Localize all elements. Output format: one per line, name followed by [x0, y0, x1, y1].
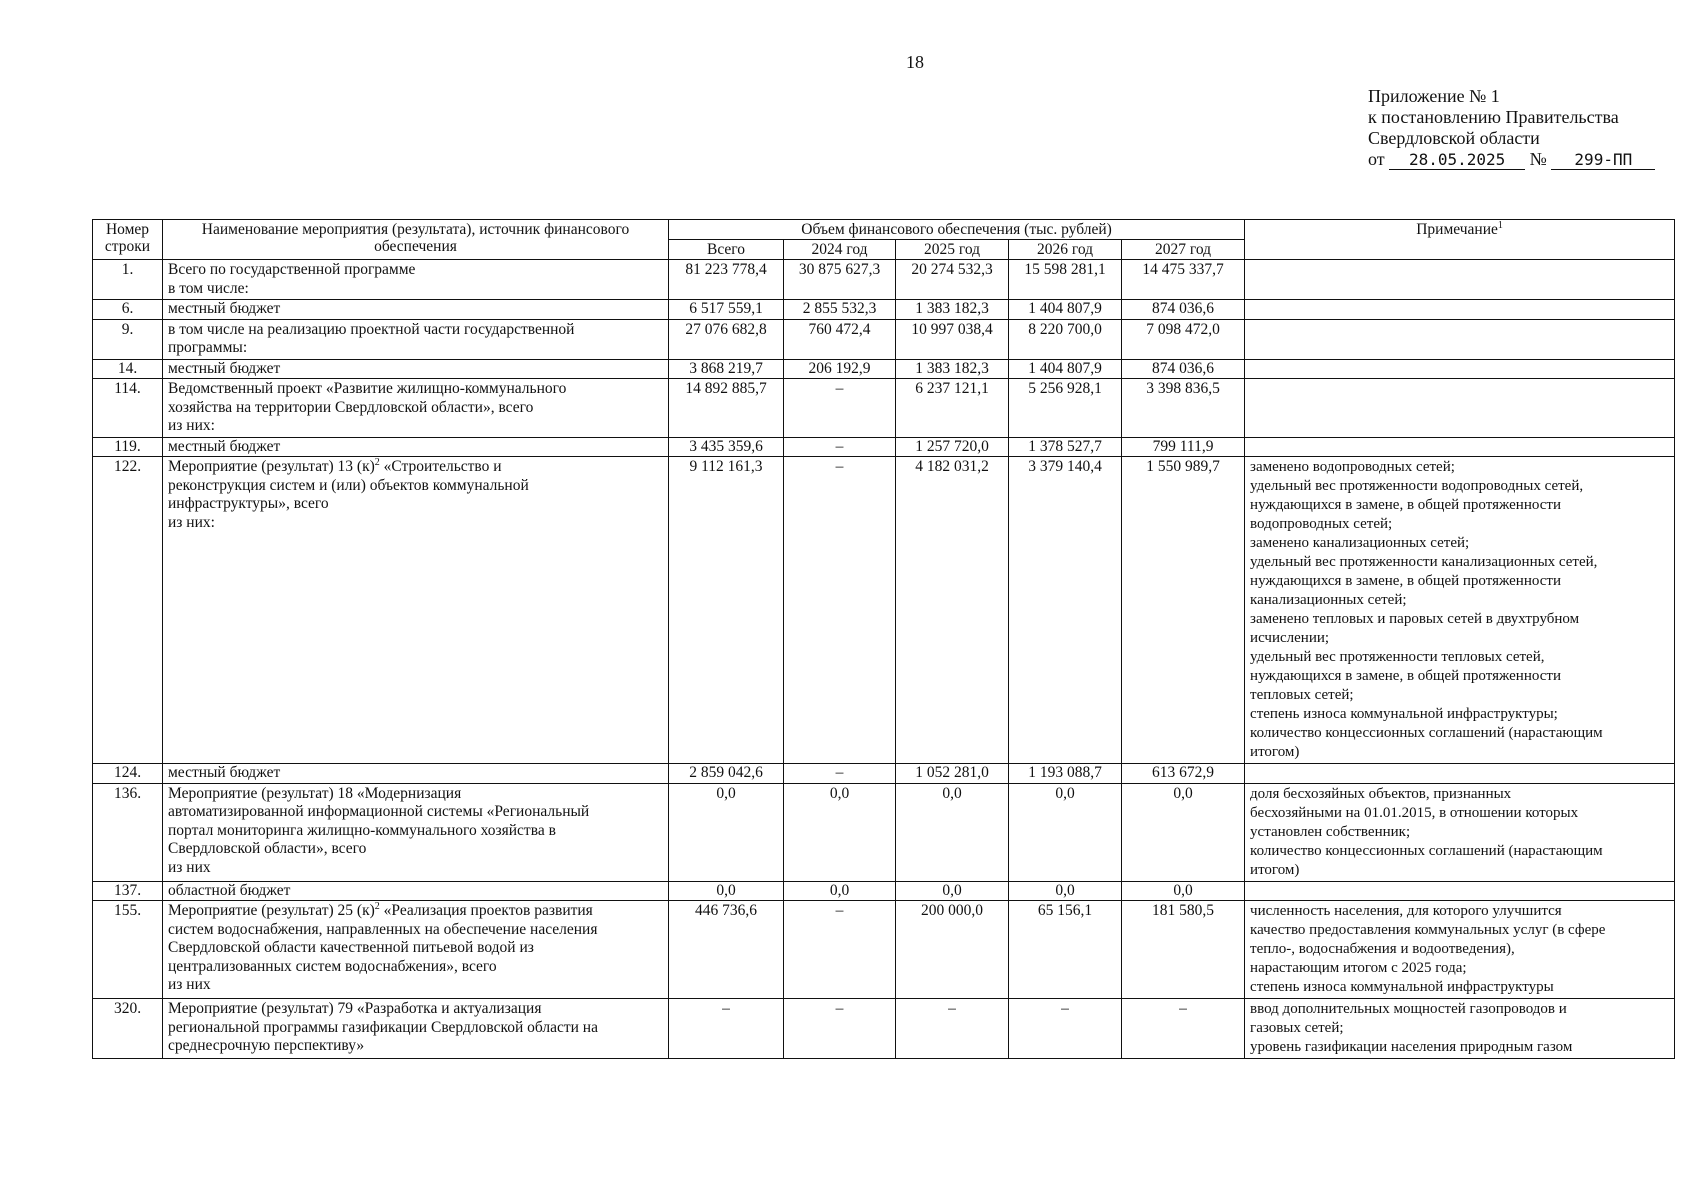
value-y2026: 8 220 700,0 — [1009, 319, 1122, 359]
note-line: количество концессионных соглашений (нарастающим — [1250, 725, 1603, 741]
row-name-line: хозяйства на территории Свердловской области», всего — [168, 398, 534, 416]
note-line: тепловых сетей; — [1250, 687, 1354, 703]
row-note — [1245, 764, 1675, 784]
note-line: численность населения, для которого улучшится — [1250, 903, 1562, 919]
row-name — [163, 999, 669, 1059]
row-name-text: «Строительство и — [379, 458, 502, 475]
appendix-block — [1368, 86, 1655, 170]
value-y2024: 30 875 627,3 — [784, 260, 896, 300]
value-y2026: 0,0 — [1009, 881, 1122, 901]
value-y2026: 1 378 527,7 — [1009, 437, 1122, 457]
row-name-line: из них — [168, 976, 211, 993]
row-name-line: Свердловской области качественной питьевой водой из — [168, 939, 534, 956]
row-note — [1245, 901, 1675, 999]
value-y2024: 0,0 — [784, 783, 896, 881]
value-y2025: – — [896, 999, 1009, 1059]
value-y2024: – — [784, 999, 896, 1059]
header-volume: Объем финансового обеспечения (тыс. рублей) — [669, 220, 1245, 240]
value-y2025: 10 997 038,4 — [896, 319, 1009, 359]
note-line: удельный вес протяженности канализационных сетей, — [1250, 554, 1598, 570]
row-name — [163, 457, 669, 764]
row-name-line — [168, 458, 663, 477]
value-y2025: 20 274 532,3 — [896, 260, 1009, 300]
row-name-line: местный бюджет — [168, 300, 281, 317]
value-y2026: – — [1009, 999, 1122, 1059]
row-name-line: местный бюджет — [168, 764, 281, 781]
row-name-line: Ведомственный проект «Развитие жилищно-коммунального — [168, 380, 567, 397]
row-name-line — [168, 902, 663, 921]
value-y2026: 1 404 807,9 — [1009, 300, 1122, 320]
note-line: степень износа коммунальной инфраструктуры; — [1250, 706, 1558, 722]
row-number: 137. — [93, 881, 163, 901]
row-name-text: Мероприятие (результат) 25 (к) — [168, 902, 375, 919]
row-number: 1. — [93, 260, 163, 300]
value-y2027: 874 036,6 — [1122, 300, 1245, 320]
row-name-footnote: 2 — [374, 900, 380, 912]
row-name — [163, 881, 669, 901]
row-name-line: областной бюджет — [168, 881, 291, 899]
value-y2026: 1 193 088,7 — [1009, 764, 1122, 784]
note-line: установлен собственник; — [1250, 823, 1411, 840]
note-line: нуждающихся в замене, в общей протяженности — [1250, 497, 1561, 513]
table-row — [93, 379, 1675, 438]
row-note — [1245, 319, 1675, 359]
row-note — [1245, 783, 1675, 881]
row-name-line: из них: — [168, 513, 215, 531]
value-total: 3 868 219,7 — [669, 359, 784, 379]
row-name-line: Мероприятие (результат) 79 «Разработка и актуализация — [168, 1000, 542, 1017]
note-line: нуждающихся в замене, в общей протяженности — [1250, 668, 1561, 684]
value-total: 81 223 778,4 — [669, 260, 784, 300]
row-name — [163, 764, 669, 784]
row-name — [163, 300, 669, 320]
appendix-line-2: к постановлению Правительства — [1368, 107, 1619, 127]
value-y2025: 4 182 031,2 — [896, 457, 1009, 764]
header-2024: 2024 год — [784, 240, 896, 260]
header-total: Всего — [669, 240, 784, 260]
value-y2027: 14 475 337,7 — [1122, 260, 1245, 300]
header-note-label: Примечание — [1416, 221, 1498, 238]
appendix-title: Приложение № 1 — [1368, 86, 1500, 106]
value-y2027: 0,0 — [1122, 783, 1245, 881]
row-note — [1245, 881, 1675, 901]
row-name-line: портал мониторинга жилищно-коммунального хозяйства в — [168, 821, 556, 839]
row-note — [1245, 457, 1675, 764]
table-row — [93, 260, 1675, 300]
row-number: 9. — [93, 319, 163, 359]
row-name — [163, 437, 669, 457]
row-note — [1245, 260, 1675, 300]
table-row — [93, 457, 1675, 764]
row-name-text: «Реализация проектов развития — [379, 902, 593, 919]
note-line: заменено тепловых и паровых сетей в двухтрубном — [1250, 611, 1580, 627]
table-row — [93, 359, 1675, 379]
header-name: Наименование мероприятия (результата), источник финансового обеспечения — [163, 220, 669, 260]
note-line: доля бесхозяйных объектов, признанных — [1250, 785, 1512, 802]
table-row — [93, 901, 1675, 999]
value-total: 27 076 682,8 — [669, 319, 784, 359]
value-y2025: 1 257 720,0 — [896, 437, 1009, 457]
value-y2025: 1 383 182,3 — [896, 359, 1009, 379]
row-name-line: Свердловской области», всего — [168, 840, 367, 857]
row-number: 320. — [93, 999, 163, 1059]
value-total: 14 892 885,7 — [669, 379, 784, 438]
value-y2024: 2 855 532,3 — [784, 300, 896, 320]
row-name-footnote: 2 — [374, 456, 380, 468]
value-total: – — [669, 999, 784, 1059]
value-y2027: 0,0 — [1122, 881, 1245, 901]
table-row — [93, 783, 1675, 881]
value-total: 0,0 — [669, 783, 784, 881]
note-line: канализационных сетей; — [1250, 592, 1407, 608]
row-number: 119. — [93, 437, 163, 457]
resolution-date: 28.05.2025 — [1389, 151, 1525, 170]
value-y2025: 0,0 — [896, 881, 1009, 901]
value-y2027: 613 672,9 — [1122, 764, 1245, 784]
note-line: удельный вес протяженности водопроводных сетей, — [1250, 478, 1584, 494]
table-row — [93, 999, 1675, 1059]
row-name-line: в том числе: — [168, 279, 249, 297]
note-line: итогом) — [1250, 861, 1300, 878]
row-number: 122. — [93, 457, 163, 764]
value-y2024: – — [784, 437, 896, 457]
note-line: нуждающихся в замене, в общей протяженности — [1250, 573, 1561, 589]
row-note — [1245, 300, 1675, 320]
row-number: 114. — [93, 379, 163, 438]
header-note — [1245, 220, 1675, 260]
note-line: тепло-, водоснабжения и водоотведения), — [1250, 941, 1515, 957]
table-row — [93, 300, 1675, 320]
row-name-line: автоматизированной информационной системы «Региональный — [168, 803, 590, 820]
financing-table — [92, 219, 1675, 1059]
row-name — [163, 379, 669, 438]
value-y2026: 3 379 140,4 — [1009, 457, 1122, 764]
page-number: 18 — [906, 52, 924, 72]
value-y2026: 0,0 — [1009, 783, 1122, 881]
header-row-number: Номер строки — [93, 220, 163, 260]
row-note — [1245, 379, 1675, 438]
value-total: 9 112 161,3 — [669, 457, 784, 764]
row-note — [1245, 437, 1675, 457]
value-y2027: 3 398 836,5 — [1122, 379, 1245, 438]
row-note — [1245, 999, 1675, 1059]
value-total: 6 517 559,1 — [669, 300, 784, 320]
value-total: 0,0 — [669, 881, 784, 901]
table-row — [93, 319, 1675, 359]
value-y2027: 799 111,9 — [1122, 437, 1245, 457]
row-name-line: региональной программы газификации Свердловской области на — [168, 1018, 598, 1036]
row-name-line: в том числе на реализацию проектной части государственной — [168, 320, 575, 338]
note-line: уровень газификации населения природным газом — [1250, 1039, 1573, 1055]
value-y2025: 1 383 182,3 — [896, 300, 1009, 320]
note-line: газовых сетей; — [1250, 1020, 1344, 1036]
header-2025: 2025 год — [896, 240, 1009, 260]
row-number: 155. — [93, 901, 163, 999]
row-name-line: Мероприятие (результат) 18 «Модернизация — [168, 784, 462, 802]
row-name-text: Мероприятие (результат) 13 (к) — [168, 458, 375, 475]
row-name-line: систем водоснабжения, направленных на обеспечение населения — [168, 920, 598, 938]
header-2026: 2026 год — [1009, 240, 1122, 260]
row-name — [163, 260, 669, 300]
row-name — [163, 319, 669, 359]
resolution-number: 299-ПП — [1551, 151, 1655, 170]
appendix-line-3: Свердловской области — [1368, 128, 1540, 148]
note-line: нарастающим итогом с 2025 года; — [1250, 960, 1467, 976]
note-line: заменено водопроводных сетей; — [1250, 459, 1455, 475]
row-name-line: местный бюджет — [168, 359, 281, 377]
value-y2025: 200 000,0 — [896, 901, 1009, 999]
appendix-date-line — [1368, 149, 1655, 170]
note-line: удельный вес протяженности тепловых сетей, — [1250, 649, 1545, 665]
value-y2024: 760 472,4 — [784, 319, 896, 359]
value-y2024: – — [784, 764, 896, 784]
row-name-line: местный бюджет — [168, 437, 281, 455]
row-name — [163, 901, 669, 999]
row-name — [163, 783, 669, 881]
value-y2024: – — [784, 379, 896, 438]
note-line: количество концессионных соглашений (нарастающим — [1250, 842, 1603, 859]
value-y2027: – — [1122, 999, 1245, 1059]
row-name-line: централизованных систем водоснабжения», всего — [168, 957, 497, 975]
value-y2025: 0,0 — [896, 783, 1009, 881]
row-note — [1245, 359, 1675, 379]
note-line: заменено канализационных сетей; — [1250, 535, 1470, 551]
table-row — [93, 764, 1675, 784]
number-label: № — [1529, 149, 1547, 169]
value-y2024: 206 192,9 — [784, 359, 896, 379]
value-y2025: 1 052 281,0 — [896, 764, 1009, 784]
note-line: исчислении; — [1250, 630, 1330, 646]
note-line: степень износа коммунальной инфраструктуры — [1250, 979, 1554, 995]
header-2027: 2027 год — [1122, 240, 1245, 260]
value-y2024: – — [784, 901, 896, 999]
row-name-line: среднесрочную перспективу» — [168, 1037, 365, 1054]
table-row — [93, 881, 1675, 901]
row-name-line: инфраструктуры», всего — [168, 495, 329, 512]
value-y2024: 0,0 — [784, 881, 896, 901]
row-name-line: Всего по государственной программе — [168, 261, 416, 278]
value-total: 2 859 042,6 — [669, 764, 784, 784]
value-y2024: – — [784, 457, 896, 764]
note-line: качество предоставления коммунальных услуг (в сфере — [1250, 922, 1606, 938]
value-y2027: 874 036,6 — [1122, 359, 1245, 379]
row-name-line: реконструкция систем и (или) объектов коммунальной — [168, 476, 529, 494]
row-number: 6. — [93, 300, 163, 320]
value-y2026: 5 256 928,1 — [1009, 379, 1122, 438]
row-number: 124. — [93, 764, 163, 784]
table-body — [93, 260, 1675, 1059]
value-total: 3 435 359,6 — [669, 437, 784, 457]
table-row — [93, 437, 1675, 457]
row-number: 14. — [93, 359, 163, 379]
from-label: от — [1368, 149, 1385, 169]
value-y2027: 181 580,5 — [1122, 901, 1245, 999]
note-line: итогом) — [1250, 744, 1300, 760]
row-name-line: из них — [168, 858, 211, 876]
row-name-line: программы: — [168, 339, 248, 356]
note-line: ввод дополнительных мощностей газопроводов и — [1250, 1001, 1567, 1017]
value-y2027: 1 550 989,7 — [1122, 457, 1245, 764]
note-line: водопроводных сетей; — [1250, 516, 1393, 532]
row-name — [163, 359, 669, 379]
value-y2026: 1 404 807,9 — [1009, 359, 1122, 379]
value-total: 446 736,6 — [669, 901, 784, 999]
value-y2026: 65 156,1 — [1009, 901, 1122, 999]
value-y2025: 6 237 121,1 — [896, 379, 1009, 438]
header-note-footnote: 1 — [1497, 219, 1503, 231]
note-line: бесхозяйными на 01.01.2015, в отношении которых — [1250, 804, 1579, 821]
value-y2027: 7 098 472,0 — [1122, 319, 1245, 359]
row-name-line: из них: — [168, 417, 215, 434]
value-y2026: 15 598 281,1 — [1009, 260, 1122, 300]
row-number: 136. — [93, 783, 163, 881]
